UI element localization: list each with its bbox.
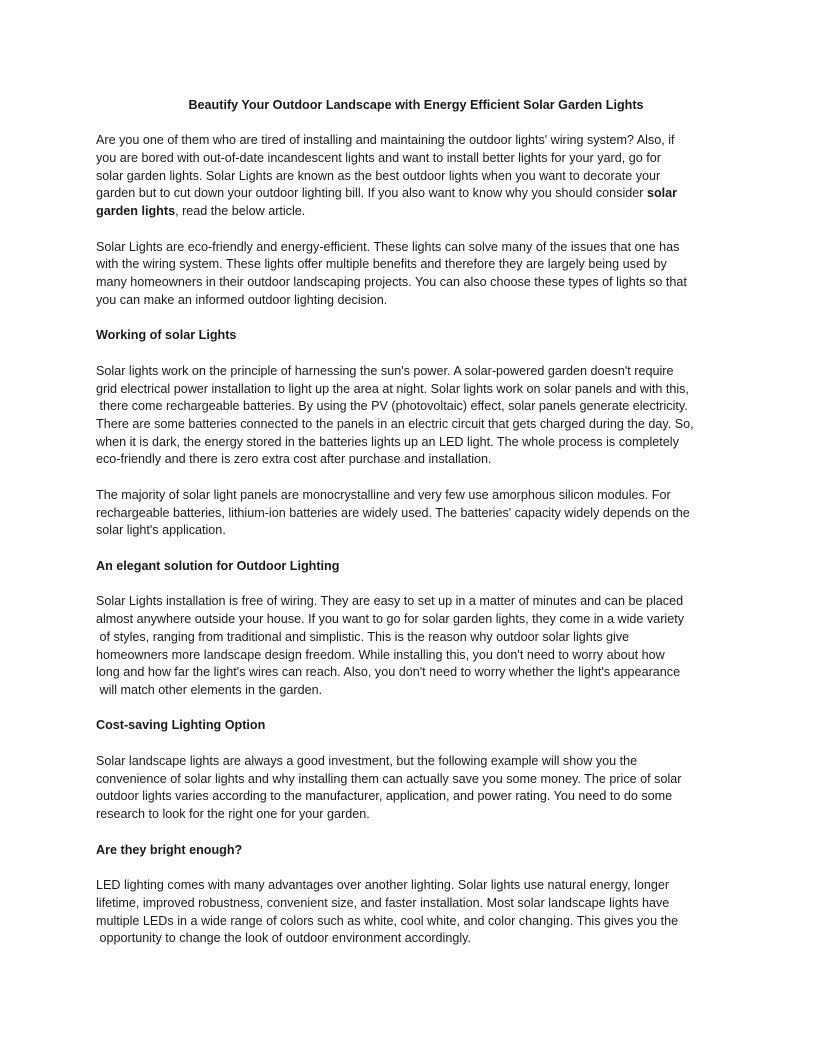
section-heading-working: Working of solar Lights	[96, 328, 237, 343]
paragraph-line: lifetime, improved robustness, convenient size, and faster installation. Most solar landscape lights have	[96, 895, 670, 910]
paragraph-line: There are some batteries connected to the panels in an electric circuit that gets charged during the day. So,	[96, 416, 694, 431]
paragraph-line: Solar landscape lights are always a good investment, but the following example will show you the	[96, 754, 638, 769]
document-body	[96, 97, 736, 966]
paragraph-line: multiple LEDs in a wide range of colors such as white, cool white, and color changing. This gives you the	[96, 913, 679, 928]
intro-paragraph	[96, 132, 736, 220]
paragraph-line: rechargeable batteries, lithium-ion batteries are widely used. The batteries' capacity widely depends on the	[96, 505, 690, 520]
paragraph-line: homeowners more landscape design freedom. While installing this, you don't need to worry about how	[96, 647, 665, 662]
section-heading-cost: Cost-saving Lighting Option	[96, 718, 266, 733]
paragraph-line	[96, 185, 736, 203]
paragraph-line: eco-friendly and there is zero extra cost after purchase and installation.	[96, 452, 492, 467]
paragraph-line: solar light's application.	[96, 523, 226, 538]
line-text: , read the below article.	[175, 204, 306, 219]
paragraph-line: convenience of solar lights and why installing them can actually save you some money. The price of solar	[96, 771, 682, 786]
paragraph-line: Are you one of them who are tired of installing and maintaining the outdoor lights' wiring system? Also, if	[96, 133, 675, 148]
paragraph-line: you are bored with out-of-date incandescent lights and want to install better lights for your yard, go for	[96, 151, 661, 166]
paragraph-line: will match other elements in the garden.	[96, 682, 323, 697]
paragraph-line: opportunity to change the look of outdoor environment accordingly.	[96, 931, 472, 946]
paragraph-line: solar garden lights. Solar Lights are known as the best outdoor lights when you want to decorate your	[96, 168, 661, 183]
section-heading-elegant: An elegant solution for Outdoor Lighting	[96, 558, 340, 573]
working-paragraph	[96, 363, 736, 469]
keyword-bold: solar	[646, 186, 678, 201]
paragraph-line: Solar lights work on the principle of harnessing the sun's power. A solar-powered garden doesn't require	[96, 363, 674, 378]
eco-friendly-paragraph	[96, 239, 736, 310]
paragraph-line	[96, 203, 736, 221]
paragraph-line: Solar Lights installation is free of wiring. They are easy to set up in a matter of minutes and can be placed	[96, 594, 684, 609]
paragraph-line: almost anywhere outside your house. If you want to go for solar garden lights, they come in a wide variety	[96, 612, 685, 627]
document-title: Beautify Your Outdoor Landscape with Energy Efficient Solar Garden Lights	[188, 98, 644, 112]
line-text: garden but to cut down your outdoor lighting bill. If you also want to know why you should consider	[96, 186, 647, 201]
bright-paragraph	[96, 877, 736, 948]
panels-paragraph	[96, 487, 736, 540]
paragraph-line: with the wiring system. These lights offer multiple benefits and therefore they are largely being used by	[96, 257, 667, 272]
paragraph-line: there come rechargeable batteries. By using the PV (photovoltaic) effect, solar panels generate electricity.	[96, 399, 688, 414]
paragraph-line: many homeowners in their outdoor landscaping projects. You can also choose these types of lights so that	[96, 275, 687, 290]
paragraph-line: Solar Lights are eco-friendly and energy-efficient. These lights can solve many of the issues that one has	[96, 239, 680, 254]
paragraph-line: outdoor lights varies according to the manufacturer, application, and power rating. You need to do some	[96, 789, 673, 804]
paragraph-line: research to look for the right one for your garden.	[96, 807, 370, 822]
paragraph-line: of styles, ranging from traditional and simplistic. This is the reason why outdoor solar lights give	[96, 629, 630, 644]
paragraph-line: LED lighting comes with many advantages over another lighting. Solar lights use natural energy, longer	[96, 878, 670, 893]
paragraph-line: long and how far the light's wires can reach. Also, you don't need to worry whether the light's appearance	[96, 665, 681, 680]
paragraph-line: The majority of solar light panels are monocrystalline and very few use amorphous silicon modules. For	[96, 487, 671, 502]
elegant-paragraph	[96, 593, 736, 699]
paragraph-line: grid electrical power installation to light up the area at night. Solar lights work on solar panels and with this,	[96, 381, 689, 396]
paragraph-line: you can make an informed outdoor lighting decision.	[96, 292, 388, 307]
section-heading-bright: Are they bright enough?	[96, 842, 243, 857]
keyword-bold: garden lights	[96, 204, 176, 219]
paragraph-line: when it is dark, the energy stored in the batteries lights up an LED light. The whole process is completely	[96, 434, 679, 449]
cost-paragraph	[96, 753, 736, 824]
